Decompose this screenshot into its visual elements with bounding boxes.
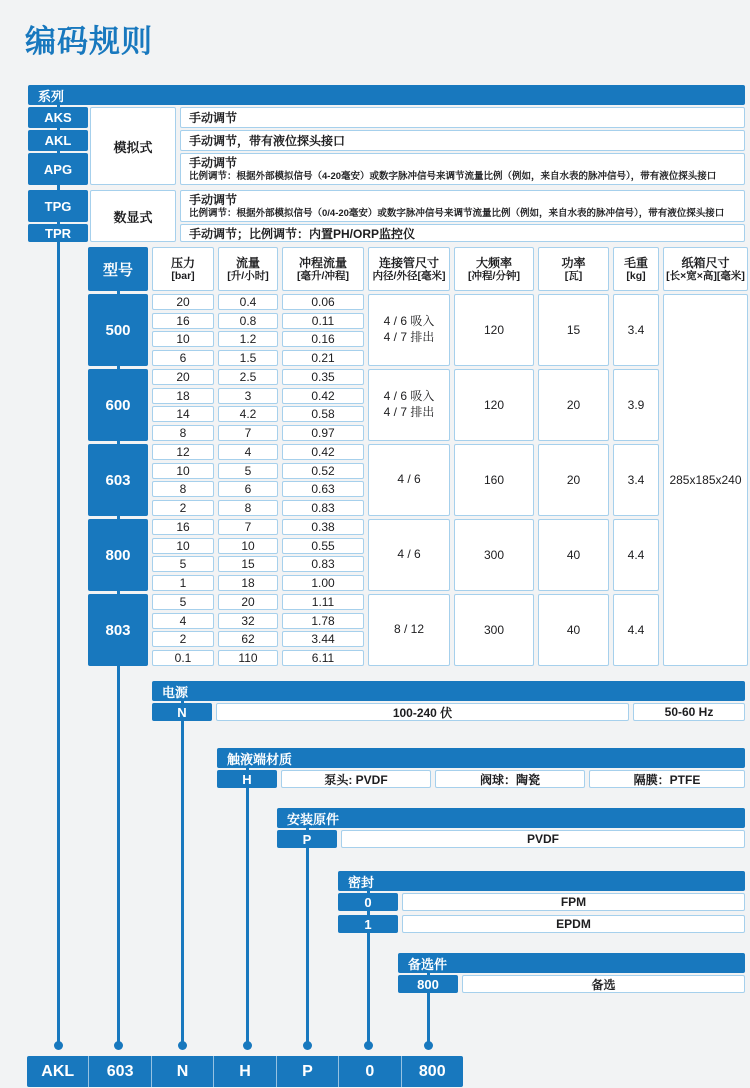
series-group-digital — [28, 190, 745, 244]
series-type-digital: 数显式 — [90, 190, 176, 242]
power-cell-500: 15 — [538, 294, 609, 366]
table-cell: 0.58 — [282, 406, 364, 422]
col-frequency-label: 大频率 — [475, 255, 512, 270]
table-cell: 32 — [218, 613, 278, 629]
seal-code-0: 0 — [338, 893, 398, 911]
connection-line1: 4 / 6 — [397, 472, 421, 487]
power-cell-600: 20 — [538, 369, 609, 441]
table-cell: 20 — [218, 594, 278, 610]
series-code-apg: APG — [28, 153, 88, 185]
table-cell: 0.42 — [282, 444, 364, 460]
table-cell: 18 — [152, 388, 214, 404]
power-cell-603: 20 — [538, 444, 609, 516]
table-cell: 2 — [152, 631, 214, 647]
table-cell: 0.21 — [282, 350, 364, 366]
pressure-col-500 — [152, 294, 214, 366]
table-cell: 7 — [218, 519, 278, 535]
wetted-materials-section — [217, 748, 745, 788]
table-cell: 10 — [152, 538, 214, 554]
connection-line2: 4 / 7 排出 — [383, 330, 435, 344]
weight-cell-800: 4.4 — [613, 519, 659, 591]
series-header-bar: 系列 — [28, 85, 745, 105]
wetted-code: H — [217, 770, 277, 788]
flow-col-600 — [218, 369, 278, 441]
table-cell: 110 — [218, 650, 278, 666]
model-code-800: 800 — [88, 519, 148, 591]
table-cell: 2 — [152, 500, 214, 516]
table-cell: 7 — [218, 425, 278, 441]
col-connection-label: 连接管尺寸 — [378, 255, 439, 270]
frequency-cell-600: 120 — [454, 369, 534, 441]
options-value-cell: 备选 — [462, 975, 745, 993]
series-descs-digital — [180, 190, 745, 244]
model-block-600 — [88, 369, 748, 441]
connector-line-series — [57, 103, 60, 1046]
power-section — [152, 681, 745, 721]
table-cell: 0.97 — [282, 425, 364, 441]
col-header-pressure — [152, 247, 214, 291]
table-cell: 20 — [152, 369, 214, 385]
options-code: 800 — [398, 975, 458, 993]
seal-row-1 — [338, 915, 745, 933]
table-cell: 8 — [152, 425, 214, 441]
table-cell: 1.2 — [218, 331, 278, 347]
connector-dot-options — [424, 1041, 433, 1050]
pressure-col-800 — [152, 519, 214, 591]
wetted-header-bar: 触液端材质 — [217, 748, 745, 768]
wetted-diaphragm-cell: 隔膜：PTFE — [589, 770, 745, 788]
power-cell-800: 40 — [538, 519, 609, 591]
table-cell: 8 — [152, 481, 214, 497]
power-header-bar: 电源 — [152, 681, 745, 701]
series-desc-akl — [180, 130, 745, 151]
col-carton-unit: [长×宽×高][毫米] — [666, 269, 745, 282]
pressure-col-600 — [152, 369, 214, 441]
series-descs-analog — [180, 107, 745, 187]
col-header-flow — [218, 247, 278, 291]
table-cell: 3 — [218, 388, 278, 404]
seal-value-fpm: FPM — [402, 893, 745, 911]
col-weight-unit: [kg] — [626, 269, 646, 282]
table-cell: 4 — [218, 444, 278, 460]
table-cell: 0.38 — [282, 519, 364, 535]
series-type-analog: 模拟式 — [90, 107, 176, 185]
table-cell: 1 — [152, 575, 214, 591]
wetted-valve-ball-cell: 阀球：陶瓷 — [435, 770, 585, 788]
connector-dot-series — [54, 1041, 63, 1050]
install-value-cell: PVDF — [341, 830, 745, 848]
series-code-tpr: TPR — [28, 224, 88, 242]
connector-dot-power — [178, 1041, 187, 1050]
order-code-bar — [27, 1056, 463, 1087]
table-cell: 0.1 — [152, 650, 214, 666]
connector-line-power — [181, 699, 184, 1046]
col-carton-label: 纸箱尺寸 — [681, 255, 730, 270]
model-table — [88, 247, 748, 666]
connection-cell-800 — [368, 519, 450, 591]
connector-dot-seal — [364, 1041, 373, 1050]
connection-line1: 4 / 6 吸入 — [383, 314, 435, 329]
model-block-603 — [88, 444, 748, 516]
install-header-bar: 安装原件 — [277, 808, 745, 828]
table-cell: 14 — [152, 406, 214, 422]
table-cell: 62 — [218, 631, 278, 647]
col-flow-label: 流量 — [235, 255, 260, 270]
col-header-weight — [613, 247, 659, 291]
power-voltage-cell: 100-240 伏 — [216, 703, 629, 721]
connection-cell-500 — [368, 294, 450, 366]
options-header-bar: 备选件 — [398, 953, 745, 973]
table-cell: 16 — [152, 313, 214, 329]
flow-col-500 — [218, 294, 278, 366]
series-code-aks: AKS — [28, 107, 88, 128]
connection-line1: 4 / 6 吸入 — [383, 389, 435, 404]
series-desc-aks-text: 手动调节 — [189, 111, 238, 125]
col-stroke-unit: [毫升/冲程] — [297, 269, 349, 282]
table-cell: 0.52 — [282, 463, 364, 479]
wetted-pump-head-cell: 泵头: PVDF — [281, 770, 431, 788]
stroke-col-803 — [282, 594, 364, 666]
carton-size-cell: 285x185x240 — [663, 294, 748, 666]
col-flow-unit: [升/小时] — [227, 269, 269, 282]
power-frequency-cell: 50-60 Hz — [633, 703, 745, 721]
col-weight-label: 毛重 — [623, 255, 648, 270]
table-cell: 1.78 — [282, 613, 364, 629]
table-cell: 12 — [152, 444, 214, 460]
col-header-power — [538, 247, 609, 291]
seal-value-epdm: EPDM — [402, 915, 745, 933]
table-cell: 1.5 — [218, 350, 278, 366]
connection-cell-803 — [368, 594, 450, 666]
stroke-col-600 — [282, 369, 364, 441]
power-code: N — [152, 703, 212, 721]
connection-cell-603 — [368, 444, 450, 516]
table-cell: 0.11 — [282, 313, 364, 329]
page-title: 编码规则 — [25, 24, 153, 59]
model-code-803: 803 — [88, 594, 148, 666]
code-segment-options: 800 — [401, 1056, 463, 1087]
series-desc-tpg-line1: 手动调节 — [189, 192, 238, 207]
table-cell: 6 — [152, 350, 214, 366]
weight-cell-600: 3.9 — [613, 369, 659, 441]
table-cell: 0.55 — [282, 538, 364, 554]
code-segment-model: 603 — [88, 1056, 150, 1087]
model-block-800 — [88, 519, 748, 591]
col-power-label: 功率 — [561, 255, 586, 270]
frequency-cell-800: 300 — [454, 519, 534, 591]
table-cell: 6.11 — [282, 650, 364, 666]
table-cell: 0.42 — [282, 388, 364, 404]
table-cell: 6 — [218, 481, 278, 497]
model-block-803 — [88, 594, 748, 666]
flow-col-803 — [218, 594, 278, 666]
table-cell: 4 — [152, 613, 214, 629]
flow-col-800 — [218, 519, 278, 591]
install-section — [277, 808, 745, 848]
col-pressure-label: 压力 — [170, 255, 195, 270]
frequency-cell-603: 160 — [454, 444, 534, 516]
code-segment-install: P — [276, 1056, 338, 1087]
wetted-row — [217, 770, 745, 788]
connection-line1: 4 / 6 — [397, 547, 421, 562]
col-stroke-label: 冲程流量 — [298, 255, 347, 270]
model-code-500: 500 — [88, 294, 148, 366]
col-header-stroke — [282, 247, 364, 291]
code-segment-power: N — [151, 1056, 213, 1087]
connector-dot-model — [114, 1041, 123, 1050]
model-block-500 — [88, 294, 748, 366]
install-code: P — [277, 830, 337, 848]
table-cell: 0.16 — [282, 331, 364, 347]
flow-col-603 — [218, 444, 278, 516]
weight-cell-603: 3.4 — [613, 444, 659, 516]
col-power-unit: [瓦] — [564, 269, 583, 282]
seal-section — [338, 871, 745, 933]
series-code-akl: AKL — [28, 130, 88, 151]
code-segment-seal: 0 — [338, 1056, 400, 1087]
table-cell: 3.44 — [282, 631, 364, 647]
connector-dot-wetted — [243, 1041, 252, 1050]
model-code-603: 603 — [88, 444, 148, 516]
table-cell: 2.5 — [218, 369, 278, 385]
options-section — [398, 953, 745, 993]
table-cell: 4.2 — [218, 406, 278, 422]
series-desc-tpg — [180, 190, 745, 222]
install-row — [277, 830, 745, 848]
series-desc-tpr — [180, 224, 745, 242]
connection-line2: 4 / 7 排出 — [383, 405, 435, 419]
series-desc-akl-text: 手动调节，带有液位探头接口 — [189, 134, 346, 148]
stroke-col-800 — [282, 519, 364, 591]
table-cell: 10 — [152, 331, 214, 347]
pressure-col-603 — [152, 444, 214, 516]
stroke-col-500 — [282, 294, 364, 366]
connector-line-install — [306, 826, 309, 1046]
table-cell: 10 — [152, 463, 214, 479]
table-cell: 1.11 — [282, 594, 364, 610]
power-row — [152, 703, 745, 721]
table-cell: 10 — [218, 538, 278, 554]
pressure-col-803 — [152, 594, 214, 666]
series-desc-apg — [180, 153, 745, 185]
connector-dot-install — [303, 1041, 312, 1050]
code-segment-series: AKL — [41, 1062, 75, 1080]
code-segment-wetted: H — [213, 1056, 275, 1087]
series-codes-analog — [28, 107, 88, 187]
table-cell: 0.8 — [218, 313, 278, 329]
model-header-cell: 型号 — [88, 247, 148, 291]
series-section — [28, 85, 745, 244]
series-desc-aks — [180, 107, 745, 128]
col-connection-unit: 内径/外径[毫米] — [372, 269, 446, 282]
table-cell: 5 — [218, 463, 278, 479]
col-header-frequency — [454, 247, 534, 291]
series-group-analog — [28, 107, 745, 187]
table-cell: 5 — [152, 556, 214, 572]
model-table-body — [88, 294, 748, 666]
connection-cell-600 — [368, 369, 450, 441]
series-code-tpg: TPG — [28, 190, 88, 222]
stroke-col-603 — [282, 444, 364, 516]
series-codes-digital — [28, 190, 88, 244]
series-desc-apg-line2: 比例调节：根据外部模拟信号（4-20毫安）或数字脉冲信号来调节流量比例（例如，来自水表的脉冲信号），带有液位探头接口 — [189, 170, 717, 182]
table-cell: 1.00 — [282, 575, 364, 591]
table-cell: 15 — [218, 556, 278, 572]
weight-cell-803: 4.4 — [613, 594, 659, 666]
table-cell: 8 — [218, 500, 278, 516]
table-cell: 0.4 — [218, 294, 278, 310]
series-desc-apg-line1: 手动调节 — [189, 155, 238, 170]
table-cell: 0.63 — [282, 481, 364, 497]
frequency-cell-803: 300 — [454, 594, 534, 666]
table-cell: 5 — [152, 594, 214, 610]
power-cell-803: 40 — [538, 594, 609, 666]
table-cell: 0.83 — [282, 556, 364, 572]
table-cell: 0.06 — [282, 294, 364, 310]
table-cell: 16 — [152, 519, 214, 535]
model-code-600: 600 — [88, 369, 148, 441]
options-row — [398, 975, 745, 993]
col-frequency-unit: [冲程/分钟] — [468, 269, 520, 282]
seal-code-1: 1 — [338, 915, 398, 933]
seal-header-bar: 密封 — [338, 871, 745, 891]
seal-row-0 — [338, 893, 745, 911]
frequency-cell-500: 120 — [454, 294, 534, 366]
col-header-carton — [663, 247, 748, 291]
table-cell: 0.35 — [282, 369, 364, 385]
table-cell: 18 — [218, 575, 278, 591]
series-desc-tpr-text: 手动调节；比例调节：内置PH/ORP监控仪 — [189, 226, 416, 241]
col-header-connection — [368, 247, 450, 291]
model-table-header — [88, 247, 748, 291]
connector-line-wetted — [246, 766, 249, 1046]
series-desc-tpg-line2: 比例调节：根据外部模拟信号（0/4-20毫安）或数字脉冲信号来调节流量比例（例如，来自水表的脉冲信号），带有液位探头接口 — [189, 207, 725, 219]
table-cell: 0.83 — [282, 500, 364, 516]
table-cell: 20 — [152, 294, 214, 310]
connection-line1: 8 / 12 — [393, 622, 425, 637]
weight-cell-500: 3.4 — [613, 294, 659, 366]
col-pressure-unit: [bar] — [171, 269, 195, 282]
